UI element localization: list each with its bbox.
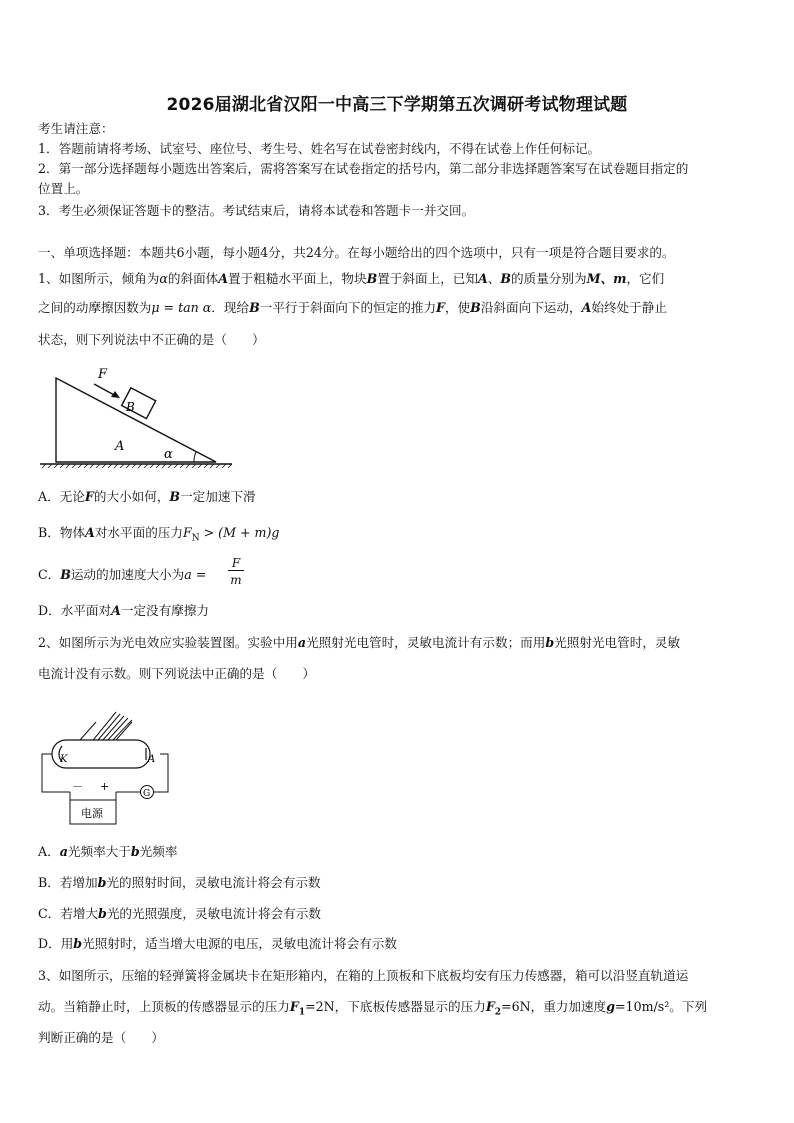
q2-photoelectric-figure <box>36 700 176 828</box>
math-fn: F <box>182 525 192 540</box>
option-text: A．无论 <box>38 489 85 504</box>
q2-line-2: 电流计没有示数。则下列说法中正确的是（ ） <box>38 666 316 681</box>
tube-window <box>80 722 96 740</box>
q1-var-a: A <box>218 271 229 286</box>
var-b-light: b <box>98 906 107 921</box>
q1-option-c[interactable] <box>38 566 206 584</box>
q3-line-2 <box>38 998 707 1022</box>
q1-var-b: B <box>500 271 511 286</box>
var-b-light: b <box>545 635 555 650</box>
option-text: 一定加速下滑 <box>180 489 256 504</box>
q1-text: 1、如图所示，倾角为 <box>38 271 160 286</box>
fraction-numerator: F <box>231 556 241 570</box>
var-b: B <box>169 489 181 504</box>
option-text: 的大小如何， <box>93 489 170 504</box>
q1-text: 置于斜面上，已知 <box>377 271 478 286</box>
q2-text: 2、如图所示为光电效应实验装置图。实验中用 <box>38 635 298 650</box>
math-a: a = <box>184 567 207 582</box>
q1-var-b: B <box>249 300 260 315</box>
q1-line-1 <box>38 270 664 288</box>
option-text: B．若增加 <box>38 875 98 890</box>
var-f: F <box>84 489 94 504</box>
force-arrow <box>94 384 116 396</box>
q1-option-b[interactable] <box>38 524 279 548</box>
var-f1: F <box>289 999 299 1014</box>
option-text: D．水平面对 <box>38 603 112 618</box>
q1-option-d[interactable] <box>38 602 209 620</box>
option-text: 光频率 <box>139 844 178 859</box>
q1-incline-figure <box>36 364 236 474</box>
var-a-light: a <box>297 635 307 650</box>
var-a: A <box>111 603 121 618</box>
q2-option-b[interactable] <box>38 874 321 892</box>
option-text: 运动的加速度大小为 <box>70 567 185 582</box>
notice-item-2: 2．第一部分选择题每小题选出答案后，需将答案写在试卷指定的括号内，第二部分非选择题答案写在试卷题目指定的 <box>38 161 689 176</box>
plus-terminal: + <box>100 780 110 793</box>
q1-text: 一平行于斜面向下的恒定的推力 <box>259 300 437 315</box>
galvanometer-label: G <box>143 789 151 799</box>
q1-line-2 <box>38 299 667 317</box>
var-b-light: b <box>130 844 140 859</box>
option-text: 一定没有摩擦力 <box>120 603 210 618</box>
angle-label: α <box>164 447 173 462</box>
angle-arc <box>194 452 196 462</box>
q1-alpha: α <box>159 271 168 286</box>
q1-masses: M、m <box>586 271 627 286</box>
var-f2: F <box>485 999 495 1014</box>
incline-a-label: A <box>115 439 125 454</box>
q1-text: 之间的动摩擦因数为 <box>38 300 152 315</box>
q1-line-3: 状态，则下列说法中不正确的是（ ） <box>38 332 265 347</box>
q2-text: 光照射光电管时，灵敏 <box>554 635 681 650</box>
q2-line-1 <box>38 634 680 652</box>
q1-text: 、 <box>487 271 501 286</box>
math-expr: > (M + m)g <box>199 525 280 540</box>
q1-text: 的质量分别为 <box>511 271 587 286</box>
q3-line-3: 判断正确的是（ ） <box>38 1030 164 1045</box>
option-text: 光照射时，适当增大电源的电压，灵敏电流计将会有示数 <box>82 936 397 951</box>
q3-text: =10m/s²。下列 <box>615 999 708 1014</box>
anode-label: A <box>148 754 156 765</box>
option-text: 光频率大于 <box>67 844 131 859</box>
tube-window <box>116 722 132 740</box>
q2-option-d[interactable] <box>38 935 397 953</box>
q1-text: 置于粗糙水平面上，物块 <box>228 271 367 286</box>
power-source-label: 电源 <box>81 807 103 820</box>
var-f2-sub: 2 <box>494 1007 502 1018</box>
force-label: F <box>98 367 108 382</box>
q1-var-a: A <box>477 271 488 286</box>
var-b: B <box>60 567 71 582</box>
notice-item-3: 3．考生必须保证答题卡的整洁。考试结束后，请将本试卷和答题卡一并交回。 <box>38 203 475 218</box>
q1-var-b: B <box>366 271 378 286</box>
q1-mu: μ = tan α <box>151 300 212 315</box>
q2-option-c[interactable] <box>38 905 321 923</box>
option-text: C． <box>38 567 61 582</box>
option-text: 光的照射时间，灵敏电流计将会有示数 <box>106 875 321 890</box>
q1-option-a[interactable] <box>38 488 256 506</box>
fraction-denominator: m <box>230 573 242 587</box>
q1-var-f: F <box>436 300 445 315</box>
q2-text: 光照射光电管时，灵敏电流计有示数；而用 <box>306 635 546 650</box>
q3-text: 动。当箱静止时，上顶板的传感器显示的压力 <box>38 999 290 1014</box>
q3-text: =2N，下底板传感器显示的压力 <box>305 999 486 1014</box>
q1-text: 的斜面体 <box>167 271 219 286</box>
q3-text: =6N，重力加速度 <box>501 999 607 1014</box>
q1-text: 始终处于静止 <box>591 300 667 315</box>
minus-terminal: － <box>72 780 83 793</box>
option-text: A． <box>38 844 60 859</box>
block-b-label: B <box>126 400 135 414</box>
var-a-light: a <box>59 844 68 859</box>
var-b-light: b <box>97 875 107 890</box>
q3-line-1: 3、如图所示，压缩的轻弹簧将金属块卡在矩形箱内，在箱的上顶板和下底板均安有压力传感器，箱可以沿竖直轨道运 <box>38 968 689 983</box>
cathode-label: K <box>60 754 68 765</box>
var-b-light: b <box>73 936 83 951</box>
option-text: C．若增大 <box>38 906 99 921</box>
q1-text: ．现给 <box>211 300 250 315</box>
circuit-wire <box>154 754 168 792</box>
option-text: D．用 <box>38 936 74 951</box>
notice-heading: 考生请注意： <box>38 121 114 136</box>
section-heading: 一、单项选择题：本题共6小题，每小题4分，共24分。在每小题给出的四个选项中，只有一项是符合题目要求的。 <box>38 245 675 260</box>
var-f1-sub: 1 <box>298 1007 306 1018</box>
q1-var-a: A <box>581 300 592 315</box>
q1-option-c-fraction <box>228 556 244 587</box>
option-text: 对水平面的压力 <box>94 525 183 540</box>
notice-item-2-cont: 位置上。 <box>38 181 89 196</box>
var-a: A <box>85 525 95 540</box>
option-text: 光的光照强度，灵敏电流计将会有示数 <box>106 906 321 921</box>
var-g: g <box>606 999 615 1014</box>
q1-text: 沿斜面向下运动， <box>480 300 582 315</box>
option-text: B．物体 <box>38 525 86 540</box>
page-title: 2026届湖北省汉阳一中高三下学期第五次调研考试物理试题 <box>166 95 628 115</box>
q1-text: ，它们 <box>626 271 665 286</box>
math-sub: N <box>191 533 200 544</box>
q2-option-a[interactable] <box>38 843 177 861</box>
q1-var-b: B <box>470 300 481 315</box>
q1-text: ，使 <box>444 300 471 315</box>
notice-item-1: 1．答题前请将考场、试室号、座位号、考生号、姓名写在试卷密封线内，不得在试卷上作任何标记。 <box>38 141 601 156</box>
